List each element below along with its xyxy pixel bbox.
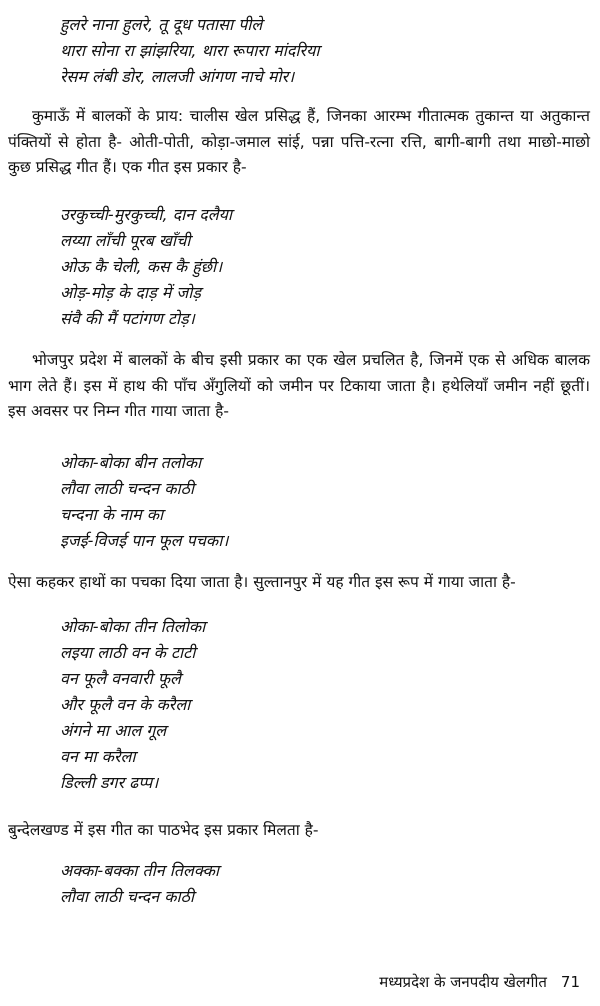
paragraph-kumaon: कुमाऊँ में बालकों के प्राय: चालीस खेल प्रसिद्ध हैं, जिनका आरम्भ गीतात्मक तुकान्त या अतुकान्त पंक्तियों से होता है- ओती-पोती, कोड़ा-जमाल सांई, पन्ना पत्ति-रत्ना रत्ति, बागी-बागी तथा माछो-माछो कुछ प्रसिद्ध गीत हैं। एक गीत इस प्रकार है- bbox=[8, 107, 590, 176]
verse-line: लइया लाठी वन के टाटी bbox=[60, 643, 196, 662]
paragraph-sultanpur: ऐसा कहकर हाथों का पचका दिया जाता है। सुल्तानपुर में यह गीत इस रूप में गाया जाता है- bbox=[8, 573, 516, 591]
verse-line: ओऊ कै चेली, कस कै हुंछी। bbox=[60, 257, 223, 276]
verse-line: वन फूलै वनवारी फूलै bbox=[60, 669, 181, 688]
verse-line: अक्का-बक्का तीन तिलक्का bbox=[60, 861, 220, 880]
paragraph-bhojpur: भोजपुर प्रदेश में बालकों के बीच इसी प्रकार का एक खेल प्रचलित है, जिनमें एक से अधिक बालक भाग लेते हैं। इस में हाथ की पाँच अँगुलियों को जमीन पर टिकाया जाता है। हथेलियाँ जमीन नहीं छूतीं। इस अवसर पर निम्न गीत गाया जाता है- bbox=[8, 351, 590, 420]
verse-line: थारा सोना रा झांझरिया, थारा रूपारा मांदरिया bbox=[60, 41, 320, 60]
verse-line: हुलरे नाना हुलरे, तू दूध पतासा पीले bbox=[60, 15, 263, 34]
verse-lullaby bbox=[60, 12, 320, 90]
page-number: 71 bbox=[560, 973, 580, 991]
verse-akka-bakka bbox=[60, 858, 219, 910]
page-footer bbox=[379, 972, 580, 992]
verse-line: डिल्ली डगर ढप्प। bbox=[60, 773, 159, 792]
running-title: मध्यप्रदेश के जनपदीय खेलगीत bbox=[379, 973, 547, 991]
verse-line: रेसम लंबी डोर, लालजी आंगण नाचे मोर। bbox=[60, 67, 295, 86]
verse-line: लय्या लाँची पूरब खाँची bbox=[60, 231, 191, 250]
verse-oka-boka-sultanpur bbox=[60, 614, 205, 796]
verse-line: वन मा करैला bbox=[60, 747, 136, 766]
verse-line: ओका-बोका तीन तिलोका bbox=[60, 617, 206, 636]
verse-line: चन्दना के नाम का bbox=[60, 505, 164, 524]
verse-line: ओड़-मोड़ के दाड़ में जोड़ bbox=[60, 283, 201, 302]
verse-line: ओका-बोका बीन तलोका bbox=[60, 453, 202, 472]
verse-line: लौवा लाठी चन्दन काठी bbox=[60, 479, 195, 498]
verse-line: और फूलै वन के करैला bbox=[60, 695, 191, 714]
verse-line: लौवा लाठी चन्दन काठी bbox=[60, 887, 195, 906]
verse-oka-boka-bhojpur bbox=[60, 450, 228, 554]
verse-urkuchchi bbox=[60, 202, 232, 332]
paragraph-bundelkhand: बुन्देलखण्ड में इस गीत का पाठभेद इस प्रकार मिलता है- bbox=[8, 821, 319, 839]
verse-line: अंगने मा आल गूल bbox=[60, 721, 167, 740]
verse-line: संवै की मैं पटांगण टोड़। bbox=[60, 309, 195, 328]
verse-line: इजई-विजई पान फूल पचका। bbox=[60, 531, 229, 550]
verse-line: उरकुच्ची-मुरकुच्ची, दान दलैया bbox=[60, 205, 232, 224]
